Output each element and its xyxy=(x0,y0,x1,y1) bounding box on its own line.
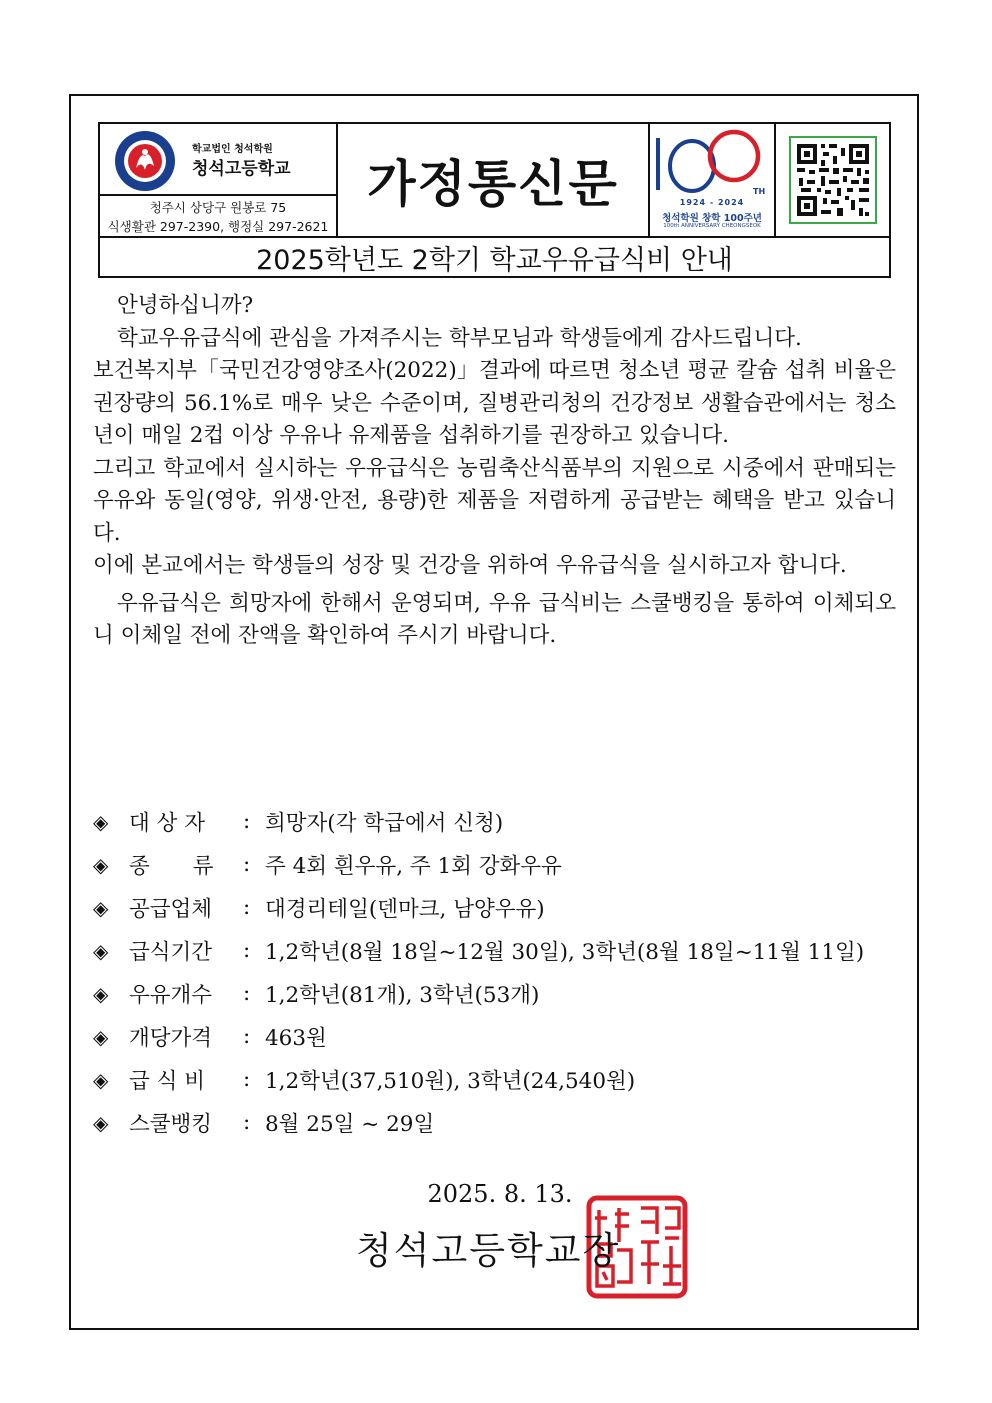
detail-item-fee xyxy=(93,1058,903,1101)
detail-item-count xyxy=(93,972,903,1015)
anniversary-years: 1924 - 2024 xyxy=(679,198,745,207)
anniversary-suffix: TH xyxy=(753,187,766,196)
greeting: 안녕하십니까? xyxy=(117,293,254,318)
school-emblem-icon xyxy=(114,130,176,192)
detail-label: 개당가격 xyxy=(129,1026,213,1051)
detail-item-target xyxy=(93,800,903,843)
qr-code-icon[interactable] xyxy=(789,136,877,224)
diamond-bullet-icon: ◈ xyxy=(93,1067,109,1092)
school-logo-block xyxy=(100,124,336,194)
newsletter-title: 가정통신문 xyxy=(367,155,619,213)
issue-date: 2025. 8. 13. xyxy=(427,1180,573,1208)
paragraph-support: 그리고 학교에서 실시하는 우유급식은 농림축산식품부의 지원으로 시중에서 판매되는 우유와 동일(영양, 위생·안전, 용량)한 제품을 저렴하게 공급받는 혜택을 받고 있습니다. xyxy=(93,455,896,546)
school-logo-cell xyxy=(100,124,338,236)
detail-label: 우유개수 xyxy=(129,983,213,1008)
detail-label: 급 식 비 xyxy=(129,1069,205,1094)
diamond-bullet-icon: ◈ xyxy=(93,938,109,963)
school-name: 청석고등학교 xyxy=(192,159,291,179)
detail-label: 공급업체 xyxy=(129,897,213,922)
detail-separator: : xyxy=(243,938,251,963)
detail-label: 대 상 자 xyxy=(129,811,205,836)
school-foundation: 학교법인 청석학원 xyxy=(192,144,273,155)
detail-value: 1,2학년(81개), 3학년(53개) xyxy=(265,983,540,1008)
detail-item-unit-price xyxy=(93,1015,903,1058)
anniversary-logo xyxy=(650,124,776,236)
qr-code-cell xyxy=(776,124,889,236)
diamond-bullet-icon: ◈ xyxy=(93,852,109,877)
detail-separator: : xyxy=(243,1024,251,1049)
detail-item-type xyxy=(93,843,903,886)
anniversary-100-icon xyxy=(654,128,772,198)
principal-name: 청석고등학교장 xyxy=(356,1229,621,1272)
diamond-bullet-icon: ◈ xyxy=(93,895,109,920)
detail-value: 주 4회 흰우유, 주 1회 강화우유 xyxy=(265,854,562,879)
detail-value: 463원 xyxy=(265,1026,327,1051)
diamond-bullet-icon: ◈ xyxy=(93,809,109,834)
detail-value: 1,2학년(37,510원), 3학년(24,540원) xyxy=(265,1069,636,1094)
anniversary-english: 100th ANNIVERSARY CHEONGSEOK xyxy=(663,223,761,229)
paragraph-thanks: 학교우유급식에 관심을 가져주시는 학부모님과 학생들에게 감사드립니다. xyxy=(117,325,802,351)
letter-body xyxy=(93,290,896,653)
detail-item-school-banking xyxy=(93,1101,903,1144)
detail-item-supplier xyxy=(93,886,903,929)
detail-separator: : xyxy=(243,852,251,877)
paragraph-purpose: 이에 본교에서는 학생들의 성장 및 건강을 위하여 우유급식을 실시하고자 합니다. xyxy=(93,553,847,578)
detail-separator: : xyxy=(243,895,251,920)
detail-separator: : xyxy=(243,1110,251,1135)
paragraph-calcium: 보건복지부「국민건강영양조사(2022)」결과에 따르면 청소년 평균 칼슘 섭취 비율은 권장량의 56.1%로 매우 낮은 수준이며, 질병관리청의 건강정보 생활습관에서는 청소년이 매일 2컵 이상 우유나 유제품을 섭취하기를 권장하고 있습니다. xyxy=(93,358,896,448)
notice-subtitle: 2025학년도 2학기 학교우유급식비 안내 xyxy=(256,244,733,276)
school-address: 청주시 상당구 원봉로 75 xyxy=(149,200,287,215)
detail-value: 희망자(각 학급에서 신청) xyxy=(265,811,504,836)
diamond-bullet-icon: ◈ xyxy=(93,981,109,1006)
header-table xyxy=(98,122,891,278)
diamond-bullet-icon: ◈ xyxy=(93,1024,109,1049)
detail-value: 1,2학년(8월 18일~12월 30일), 3학년(8월 18일~11월 11일) xyxy=(265,940,865,965)
detail-value: 8월 25일 ~ 29일 xyxy=(265,1112,435,1137)
school-contact xyxy=(100,194,336,236)
detail-value: 대경리테일(덴마크, 남양우유) xyxy=(265,897,545,922)
detail-label: 스쿨뱅킹 xyxy=(129,1112,213,1137)
diamond-bullet-icon: ◈ xyxy=(93,1110,109,1135)
page-frame xyxy=(69,94,919,1330)
paragraph-banking: 우유급식은 희망자에 한해서 운영되며, 우유 급식비는 스쿨뱅킹을 통하여 이체되오니 이체일 전에 잔액을 확인하여 주시기 바랍니다. xyxy=(93,590,896,648)
detail-label: 급식기간 xyxy=(129,940,213,965)
detail-separator: : xyxy=(243,1067,251,1092)
anniversary-text: 청석학원 창학 100주년 xyxy=(662,213,762,224)
detail-separator: : xyxy=(243,809,251,834)
subtitle-row xyxy=(100,236,889,276)
newsletter-title-cell xyxy=(338,124,650,236)
detail-separator: : xyxy=(243,981,251,1006)
detail-label: 종 류 xyxy=(129,854,214,879)
details-list xyxy=(93,800,903,1144)
school-phones: 식생활관 297-2390, 행정실 297-2621 xyxy=(107,219,329,234)
detail-item-period xyxy=(93,929,903,972)
